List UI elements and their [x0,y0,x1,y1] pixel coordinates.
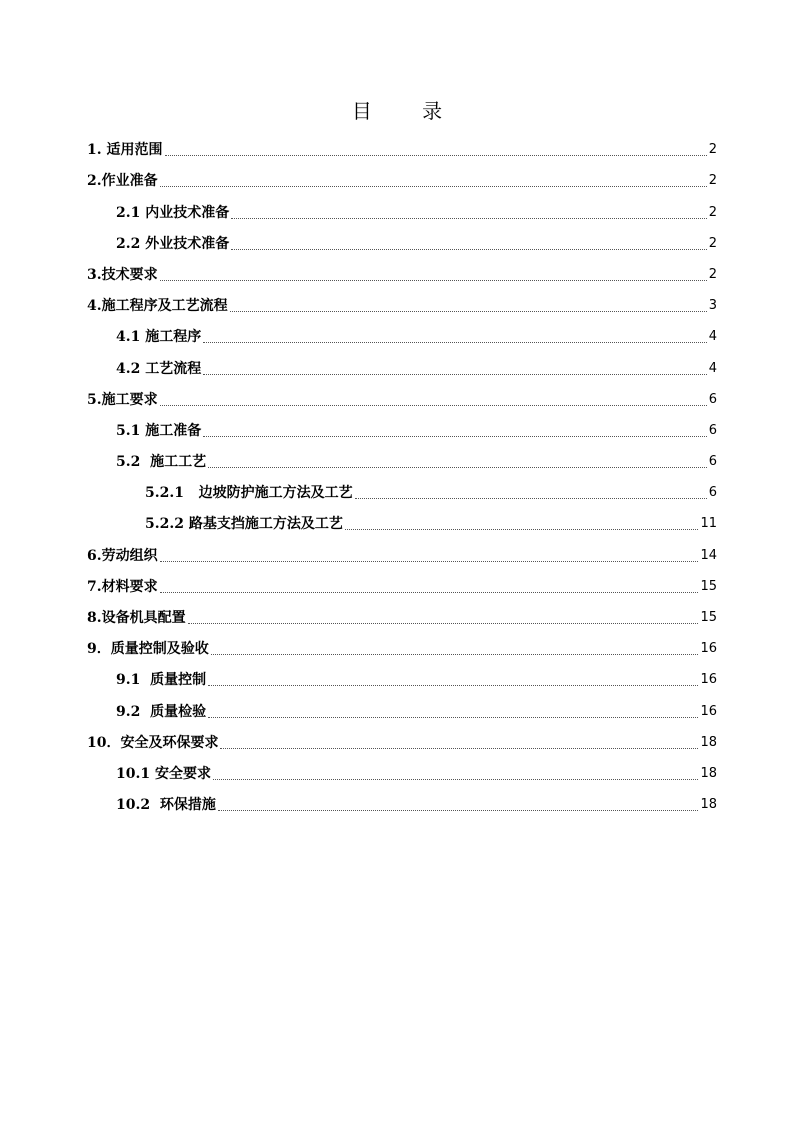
dot-leader [355,497,707,499]
toc-entry-label: 7.材料要求 [87,578,158,595]
toc-entry-page-number: 4 [708,360,717,376]
dot-leader [165,154,707,156]
toc-entry-page-number: 11 [700,516,717,532]
toc-entry[interactable] [87,411,717,442]
toc-entry-label: 6.劳动组织 [87,547,158,564]
toc-entry[interactable] [87,785,717,816]
toc-entry-label: 10．安全及环保要求 [87,734,219,751]
dot-leader [160,560,699,562]
toc-entry[interactable] [87,598,717,629]
toc-entry-label: 5.施工要求 [87,391,158,408]
toc-entry[interactable] [87,317,717,348]
dot-leader [203,341,706,343]
toc-entry-label: 8.设备机具配置 [87,610,186,626]
toc-entry[interactable] [87,691,717,722]
toc-entry-page-number: 18 [700,797,717,813]
toc-entry-page-number: 18 [700,765,717,781]
toc-entry[interactable] [87,286,717,317]
toc-entry-label: 1. 适用范围 [87,142,163,159]
toc-entry[interactable] [87,255,717,286]
toc-entry-label: 4.2 工艺流程 [116,360,202,377]
toc-entry-page-number: 14 [700,547,717,563]
toc-entry-label: 9.2 质量检验 [116,703,207,720]
toc-entry[interactable] [87,130,717,161]
dot-leader [218,809,699,811]
toc-entry-page-number: 4 [708,329,717,345]
dot-leader [208,716,698,718]
dot-leader [160,591,699,593]
toc-entry[interactable] [87,380,717,411]
toc-entry-page-number: 6 [708,422,717,438]
toc-entry-page-number: 2 [708,173,717,189]
toc-entry[interactable] [87,161,717,192]
dot-leader [160,279,707,281]
toc-entry-label: 4.1 施工程序 [116,329,202,346]
dot-leader [213,778,698,780]
toc-entry-label: 9．质量控制及验收 [87,641,209,658]
dot-leader [230,310,707,312]
toc-entry-label: 2.作业准备 [87,173,158,190]
toc-entry[interactable] [87,442,717,473]
toc-entry-page-number: 16 [700,703,717,719]
toc-entry[interactable] [87,629,717,660]
dot-leader [211,653,699,655]
toc-title: 目 录 [351,99,465,123]
dot-leader [160,404,707,406]
dot-leader [231,248,706,250]
toc-entry-page-number: 18 [700,734,717,750]
toc-entry-page-number: 16 [700,641,717,657]
dot-leader [208,466,707,468]
toc-entry-label: 2.1 内业技术准备 [116,204,230,221]
toc-entry-page-number: 15 [700,610,717,625]
toc-entry-label: 5.2.1 边坡防护施工方法及工艺 [145,485,353,502]
toc-entry-label: 5.1 施工准备 [116,422,202,439]
toc-entry[interactable] [87,192,717,223]
toc-entry-label: 5.2.2 路基支挡施工方法及工艺 [145,516,343,533]
toc-entry-label: 9.1 质量控制 [116,672,207,689]
toc-entry[interactable] [87,567,717,598]
toc-entry-page-number: 6 [708,391,717,407]
toc-entry-page-number: 6 [708,485,717,501]
toc-entry-label: 3.技术要求 [87,266,158,283]
toc-entry-page-number: 6 [708,454,717,470]
toc-entry[interactable] [87,660,717,691]
toc-entry[interactable] [87,348,717,379]
toc-entry-page-number: 16 [700,672,717,688]
toc-entry[interactable] [87,224,717,255]
toc-entry-label: 2.2 外业技术准备 [116,235,230,252]
toc-entry-page-number: 2 [708,235,717,251]
toc-entry-label: 10.1 安全要求 [116,765,211,782]
dot-leader [160,185,707,187]
toc-entry-label: 10.2 环保措施 [116,797,216,814]
toc-entry[interactable] [87,473,717,504]
dot-leader [188,622,699,624]
table-of-contents [87,130,717,816]
dot-leader [203,373,706,375]
toc-entry-page-number: 2 [708,266,717,282]
toc-entry-page-number: 3 [708,298,717,314]
dot-leader [220,747,698,749]
dot-leader [208,684,698,686]
dot-leader [231,217,706,219]
dot-leader [203,435,706,437]
toc-entry-label: 4.施工程序及工艺流程 [87,298,228,315]
toc-entry[interactable] [87,504,717,535]
toc-entry[interactable] [87,535,717,566]
dot-leader [345,528,699,530]
toc-entry-page-number: 2 [708,204,717,220]
toc-entry[interactable] [87,754,717,785]
toc-entry-page-number: 15 [700,578,717,594]
toc-entry-label: 5.2 施工工艺 [116,454,207,471]
toc-entry[interactable] [87,723,717,754]
toc-entry-page-number: 2 [708,142,717,158]
